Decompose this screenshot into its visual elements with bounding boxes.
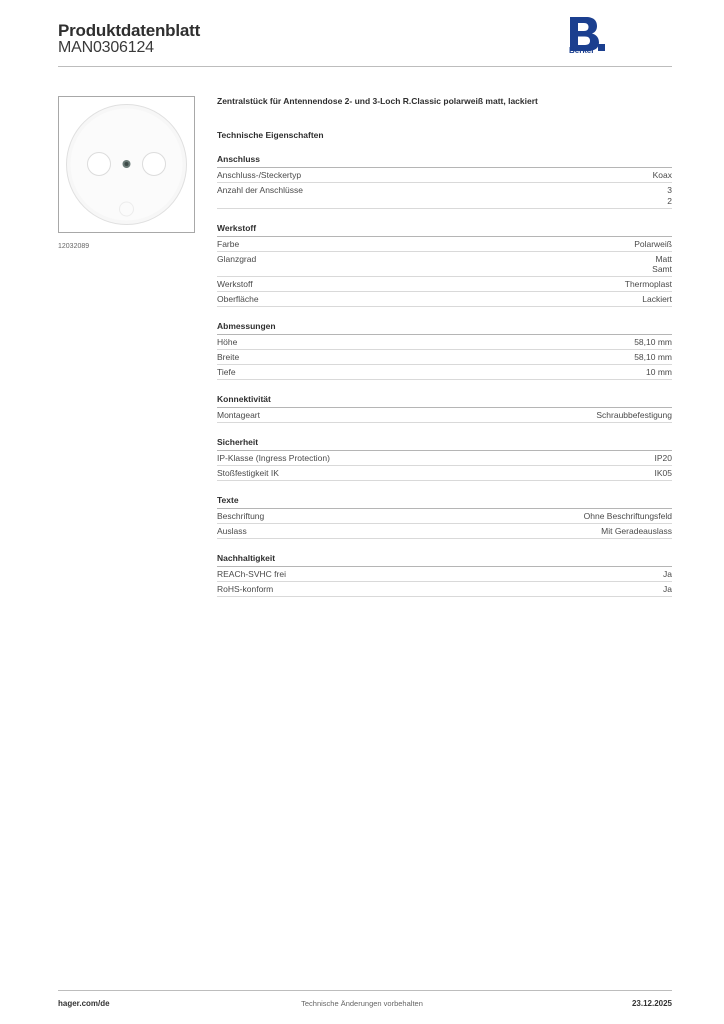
property-value: Matt Samt xyxy=(652,253,672,274)
property-value: Polarweiß xyxy=(634,238,672,249)
footer-website: hager.com/de xyxy=(58,999,110,1008)
property-value: Mit Geradeauslass xyxy=(601,526,672,536)
property-label: Breite xyxy=(217,352,240,362)
property-label: IP-Klasse (Ingress Protection) xyxy=(217,453,330,463)
property-label: Glanzgrad xyxy=(217,253,257,264)
property-value: Ohne Beschriftungsfeld xyxy=(583,511,672,521)
property-row xyxy=(217,292,672,307)
property-label: Oberfläche xyxy=(217,294,259,304)
property-value: 10 mm xyxy=(646,367,672,377)
property-row xyxy=(217,168,672,183)
properties-heading: Technische Eigenschaften xyxy=(217,130,324,140)
property-label: REACh-SVHC frei xyxy=(217,569,286,579)
property-label: Tiefe xyxy=(217,367,236,377)
footer-divider xyxy=(58,990,672,991)
header-divider xyxy=(58,66,672,67)
property-value: IK05 xyxy=(654,468,672,478)
product-details xyxy=(217,96,672,597)
property-label: Beschriftung xyxy=(217,511,265,521)
property-value: Schraubbefestigung xyxy=(596,410,672,420)
properties-table xyxy=(217,154,672,597)
document-number: MAN0306124 xyxy=(58,39,154,56)
property-row xyxy=(217,350,672,365)
property-label: Anzahl der Anschlüsse xyxy=(217,185,303,195)
section-texte xyxy=(217,495,672,539)
section-sicherheit xyxy=(217,437,672,481)
property-row xyxy=(217,524,672,539)
property-row xyxy=(217,408,672,423)
property-row xyxy=(217,335,672,350)
property-value: Lackiert xyxy=(642,294,672,304)
property-row xyxy=(217,183,672,209)
section-anschluss xyxy=(217,154,672,209)
footer-disclaimer: Technische Änderungen vorbehalten xyxy=(301,999,423,1008)
article-number: 12032089 xyxy=(58,243,90,250)
property-value: Ja xyxy=(663,584,672,594)
logo-text: Berker xyxy=(569,46,595,55)
property-row xyxy=(217,237,672,252)
property-row xyxy=(217,365,672,380)
property-row xyxy=(217,277,672,292)
product-image xyxy=(58,96,195,233)
section-nachhaltigkeit xyxy=(217,553,672,597)
section-title: Sicherheit xyxy=(217,437,672,451)
property-label: Werkstoff xyxy=(217,279,253,289)
property-value: Ja xyxy=(663,569,672,579)
product-title: Zentralstück für Antennendose 2- und 3-Loch R.Classic polarweiß matt, lackiert xyxy=(217,96,538,106)
property-label: Montageart xyxy=(217,410,260,420)
property-label: Stoßfestigkeit IK xyxy=(217,468,279,478)
page-title: Produktdatenblatt xyxy=(58,21,201,40)
section-title: Konnektivität xyxy=(217,394,672,408)
section-title: Texte xyxy=(217,495,672,509)
section-abmessungen xyxy=(217,321,672,380)
footer-date: 23.12.2025 xyxy=(631,999,672,1008)
property-value: 3 2 xyxy=(667,185,672,206)
section-title: Werkstoff xyxy=(217,223,672,237)
property-row xyxy=(217,567,672,582)
property-row xyxy=(217,582,672,597)
property-value: Koax xyxy=(652,170,672,180)
section-title: Abmessungen xyxy=(217,321,672,335)
section-title: Anschluss xyxy=(217,154,672,168)
property-value: 58,10 mm xyxy=(634,337,672,347)
property-label: Farbe xyxy=(217,238,240,249)
property-row xyxy=(217,451,672,466)
property-label: Auslass xyxy=(217,526,247,536)
property-label: Anschluss-/Steckertyp xyxy=(217,170,302,180)
property-value: 58,10 mm xyxy=(634,352,672,362)
property-value: Thermoplast xyxy=(624,279,672,289)
section-werkstoff xyxy=(217,223,672,308)
property-value: IP20 xyxy=(654,453,672,463)
property-row xyxy=(217,466,672,481)
property-row xyxy=(217,509,672,524)
property-label: RoHS-konform xyxy=(217,584,274,594)
property-label: Höhe xyxy=(217,337,238,347)
section-konnektivität xyxy=(217,394,672,423)
section-title: Nachhaltigkeit xyxy=(217,553,672,567)
property-row xyxy=(217,252,672,278)
